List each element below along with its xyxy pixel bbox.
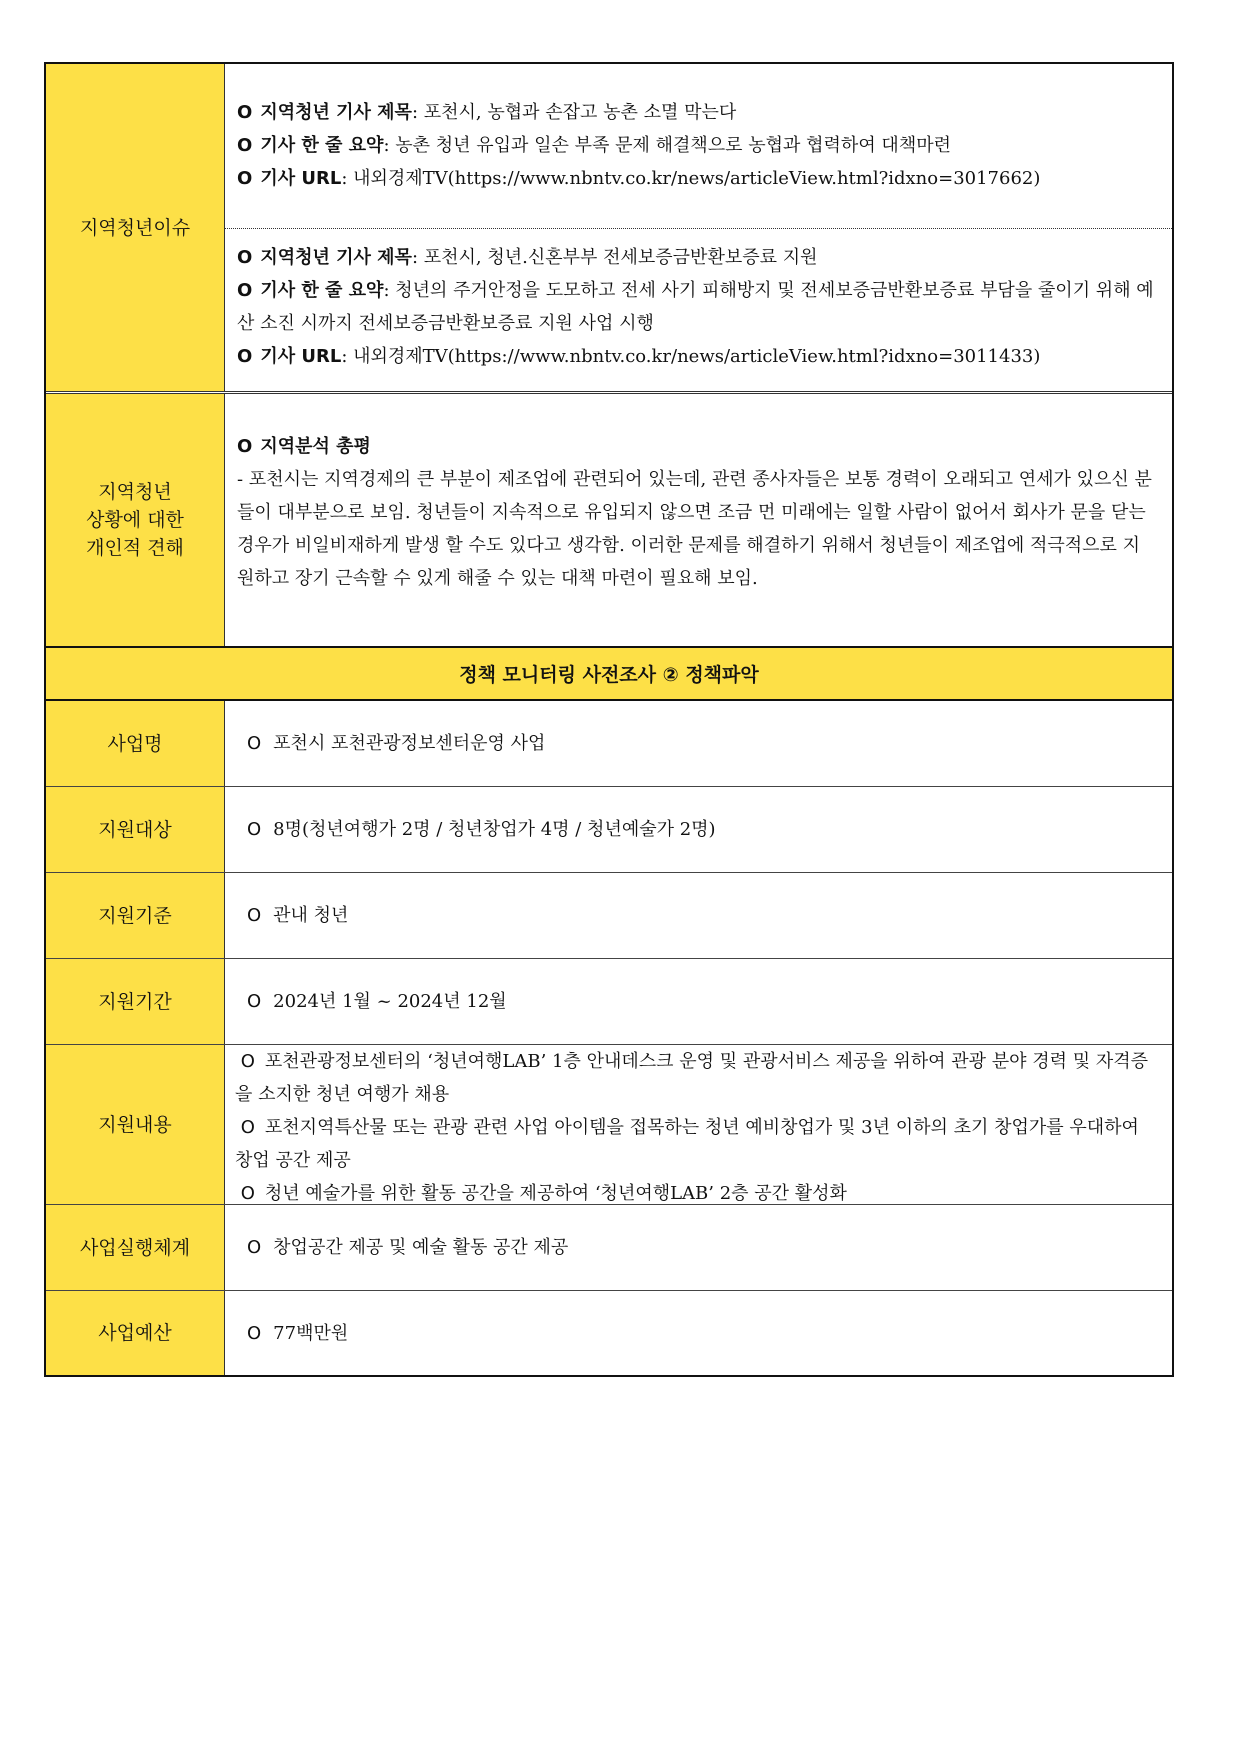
- system-row: [46, 1205, 1172, 1291]
- article-url[interactable]: : 내외경제TV(https://www.nbntv.co.kr/news/articleView.html?idxno=3017662): [341, 168, 1041, 189]
- opinion-label: 지역청년 상황에 대한 개인적 견해: [46, 394, 225, 646]
- system-label: 사업실행체계: [46, 1205, 225, 1290]
- criteria-label: 지원기준: [46, 873, 225, 958]
- contents-label: 지원내용: [46, 1045, 225, 1204]
- period-row: [46, 959, 1172, 1045]
- contents-item: O 청년 예술가를 위한 활동 공간을 제공하여 ‘청년여행LAB’ 2층 공간 활성화: [240, 1183, 847, 1204]
- bullet-icon: O: [237, 436, 253, 457]
- business-name-value: 포천시 포천관광정보센터운영 사업: [273, 733, 546, 754]
- section-title: 정책 모니터링 사전조사 ② 정책파악: [46, 648, 1172, 701]
- criteria-row: [46, 873, 1172, 959]
- criteria-value: 관내 청년: [273, 905, 349, 926]
- issue-label: 지역청년이슈: [46, 64, 225, 391]
- target-row: [46, 787, 1172, 873]
- opinion-row: [46, 394, 1172, 648]
- article-summary: : 농촌 청년 유입과 일손 부족 문제 해결책으로 농협과 협력하여 대책마련: [383, 135, 951, 156]
- article-summary-key: 기사 한 줄 요약: [260, 135, 384, 156]
- opinion-body: - 포천시는 지역경제의 큰 부분이 제조업에 관련되어 있는데, 관련 종사자들은 보통 경력이 오래되고 연세가 있으신 분들이 대부분으로 보임. 청년들이 지속적으로 유입되지 않으면 조금 먼 미래에는 일할 사람이 없어서 회사가 문을 닫는 경우가 비일비재하게 발생 할 수도 있다고 생각함. 이러한 문제를 해결하기 위해서 청년들이 제조업에 적극적으로 지원하고 장기 근속할 수 있게 해줄 수 있는 대책 마련이 필요해 보임.: [237, 469, 1152, 589]
- bullet-icon: O: [247, 1322, 262, 1344]
- issue-row: [46, 64, 1172, 394]
- bullet-icon: O: [237, 102, 253, 123]
- bullet-icon: O: [237, 135, 253, 156]
- target-value: 8명(청년여행가 2명 / 청년창업가 4명 / 청년예술가 2명): [273, 819, 716, 840]
- article-title-key: 지역청년 기사 제목: [260, 102, 412, 123]
- article-block-1: [225, 64, 1172, 228]
- bullet-icon: O: [247, 991, 262, 1012]
- article-url[interactable]: : 내외경제TV(https://www.nbntv.co.kr/news/articleView.html?idxno=3011433): [341, 346, 1041, 367]
- article-title: : 포천시, 농협과 손잡고 농촌 소멸 막는다: [411, 102, 737, 123]
- bullet-icon: O: [237, 168, 253, 189]
- bullet-icon: O: [247, 733, 262, 754]
- bullet-icon: O: [237, 346, 253, 367]
- contents-value: [225, 1045, 1172, 1204]
- bullet-icon: O: [240, 1183, 255, 1204]
- budget-value: 77백만원: [273, 1322, 349, 1344]
- article-title-key: 지역청년 기사 제목: [260, 247, 412, 268]
- bullet-icon: O: [237, 247, 253, 268]
- bullet-icon: O: [240, 1117, 255, 1138]
- opinion-heading: 지역분석 총평: [260, 436, 371, 457]
- contents-row: [46, 1045, 1172, 1205]
- article-summary-key: 기사 한 줄 요약: [260, 280, 384, 301]
- bullet-icon: O: [247, 905, 262, 926]
- bullet-icon: O: [247, 819, 262, 840]
- contents-item: O 포천관광정보센터의 ‘청년여행LAB’ 1층 안내데스크 운영 및 관광서비스 제공을 위하여 관광 분야 경력 및 자격증을 소지한 청년 여행가 채용: [235, 1051, 1149, 1105]
- budget-label: 사업예산: [46, 1291, 225, 1375]
- opinion-content: [225, 394, 1172, 646]
- article-block-2: [225, 228, 1172, 391]
- article-summary: : 청년의 주거안정을 도모하고 전세 사기 피해방지 및 전세보증금반환보증료 부담을 줄이기 위해 예산 소진 시까지 전세보증금반환보증료 지원 사업 시행: [237, 280, 1154, 334]
- article-url-key: 기사 URL: [260, 168, 342, 189]
- bullet-icon: O: [240, 1051, 255, 1072]
- target-label: 지원대상: [46, 787, 225, 872]
- article-url-key: 기사 URL: [260, 346, 342, 367]
- document-table: [44, 62, 1174, 1377]
- business-name-label: 사업명: [46, 701, 225, 786]
- period-label: 지원기간: [46, 959, 225, 1044]
- article-title: : 포천시, 청년.신혼부부 전세보증금반환보증료 지원: [411, 247, 818, 268]
- budget-row: [46, 1291, 1172, 1375]
- period-value: 2024년 1월 ~ 2024년 12월: [273, 991, 507, 1012]
- bullet-icon: O: [237, 280, 253, 301]
- system-value: 창업공간 제공 및 예술 활동 공간 제공: [273, 1237, 569, 1258]
- bullet-icon: O: [247, 1237, 262, 1258]
- issue-content: [225, 64, 1172, 391]
- contents-item: O 포천지역특산물 또는 관광 관련 사업 아이템을 접목하는 청년 예비창업가 및 3년 이하의 초기 창업가를 우대하여 창업 공간 제공: [235, 1117, 1139, 1171]
- business-name-row: [46, 701, 1172, 787]
